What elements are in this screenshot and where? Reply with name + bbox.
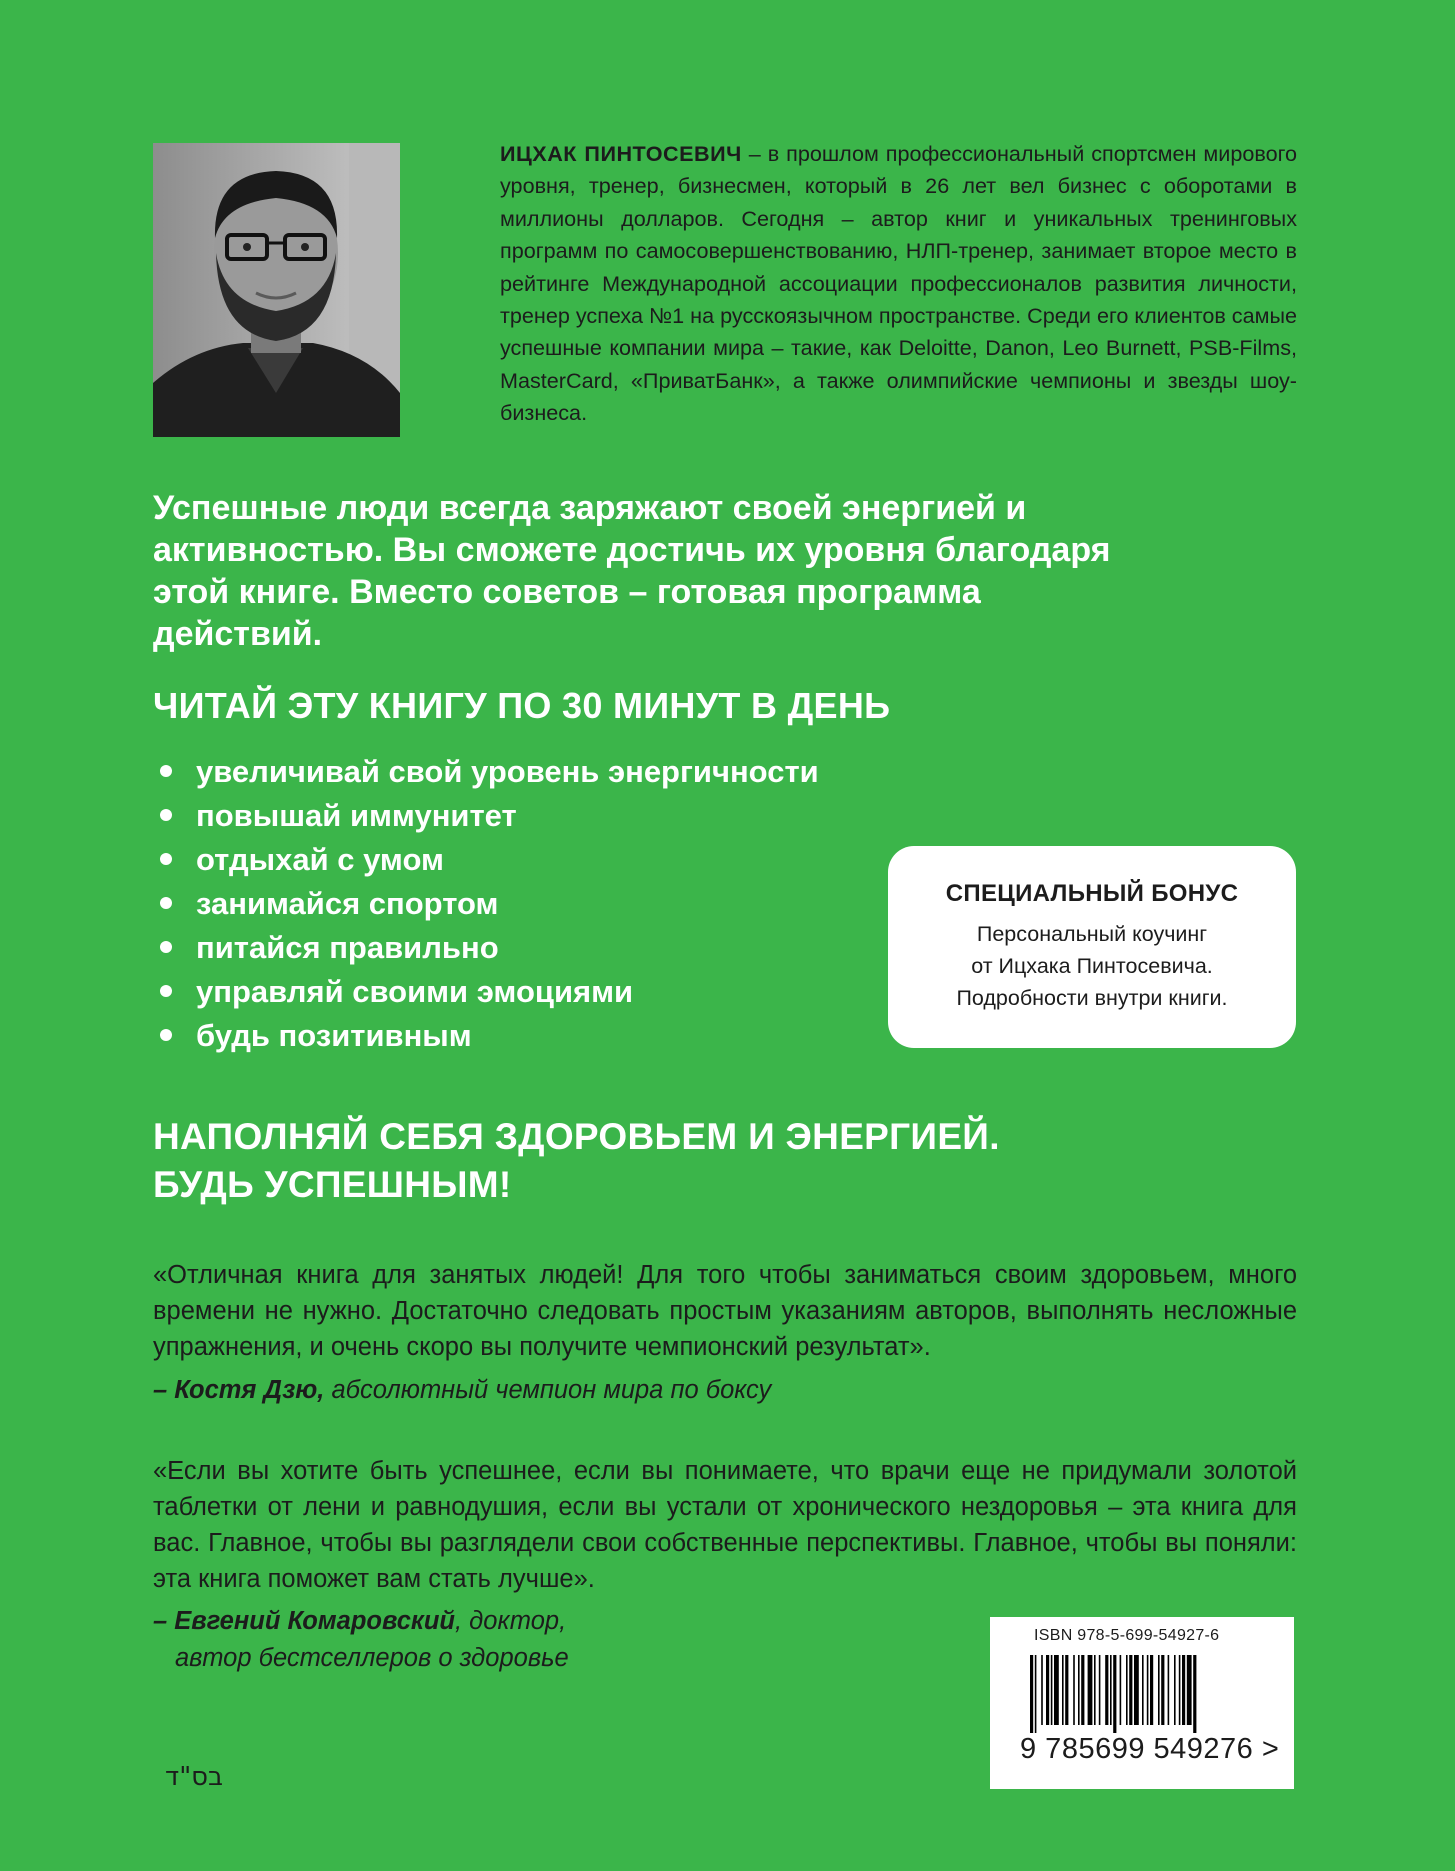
barcode-bar [1161, 1655, 1164, 1725]
call-line-1: НАПОЛНЯЙ СЕБЯ ЗДОРОВЬЕМ И ЭНЕРГИЕЙ. [153, 1116, 1000, 1157]
barcode-bar [1073, 1655, 1075, 1725]
list-item: питайся правильно [160, 926, 819, 970]
quote-dzyu: «Отличная книга для занятых людей! Для того чтобы заниматься своим здоровьем, много времени не нужно. Достаточно следовать простым указаниям авторов, выполнять несложные упражнения, и очень скоро вы получите чемпионский результат». [153, 1261, 1297, 1361]
author-name: ИЦХАК ПИНТОСЕВИЧ [500, 141, 742, 166]
author-bio-text: – в прошлом профессиональный спортсмен мирового уровня, тренер, бизнесмен, который в 26 лет вел бизнес с оборотами в миллионы долларов. Сегодня – автор книг и уникальных тренинговых программ по самосовершенствованию, НЛП-тренер, занимает второе место в рейтинге Международной ассоциации профессионалов развития личности, тренер успеха №1 на русскоязычном пространстве. Среди его клиентов самые успешные компании мира – такие, как Deloitte, Danon, Leo Burnett, PSB-Films, MasterCard, «ПриватБанк», а также олимпийские чемпионы и звезды шоу-бизнеса. [500, 141, 1297, 426]
barcode-bar [1094, 1655, 1096, 1725]
barcode-bar [1174, 1655, 1176, 1725]
barcode-bar [1134, 1655, 1139, 1725]
isbn-barcode [990, 1617, 1294, 1789]
barcode-bar [1126, 1655, 1128, 1725]
barcode-bar [1062, 1655, 1064, 1725]
barcode-bars [1030, 1655, 1258, 1733]
barcode-bar [1051, 1655, 1053, 1725]
special-bonus-box [888, 846, 1296, 1048]
isbn-label: ISBN 978-5-699-54927-6 [1034, 1627, 1220, 1644]
quote-attribution-komarovsky-line2: автор бестселлеров о здоровье [175, 1644, 569, 1672]
barcode-bar [1150, 1655, 1153, 1725]
barcode-bar [1030, 1655, 1033, 1733]
quote-komarovsky: «Если вы хотите быть успешнее, если вы понимаете, что врачи еще не придумали золотой таблетки от лени и равнодушия, если вы устали от хронического нездоровья – эта книга для вас. Главное, чтобы вы разглядели свои собственные перспективы. Главное, чтобы вы поняли: эта книга поможет вам стать лучше». [153, 1457, 1297, 1593]
barcode-bar [1168, 1655, 1170, 1725]
barcode-bar [1078, 1655, 1080, 1725]
barcode-bar [1099, 1655, 1101, 1725]
list-item: повышай иммунитет [160, 794, 819, 838]
list-item: занимайся спортом [160, 882, 819, 926]
bullet-dot-icon [160, 765, 172, 777]
bullet-dot-icon [160, 941, 172, 953]
quote-attribution-dzyu: – Костя Дзю, абсолютный чемпион мира по боксу [153, 1376, 772, 1404]
barcode-bar [1158, 1655, 1160, 1725]
barcode-bar [1113, 1655, 1116, 1733]
barcode-bar [1065, 1655, 1068, 1725]
lead-text: Успешные люди всегда заряжают своей энергией и активностью. Вы сможете достичь их уровня благодаря этой книге. Вместо советов – готовая программа действий. [153, 489, 1111, 653]
bullet-dot-icon [160, 897, 172, 909]
bsd-mark: בס"ד [165, 1762, 224, 1792]
barcode-bar [1129, 1655, 1132, 1725]
bullet-dot-icon [160, 985, 172, 997]
barcode-bar [1110, 1655, 1112, 1725]
barcode-bar [1187, 1655, 1192, 1725]
call-line-2: БУДЬ УСПЕШНЫМ! [153, 1164, 512, 1205]
bullet-dot-icon [160, 1029, 172, 1041]
barcode-bar [1041, 1655, 1043, 1725]
call-to-action [153, 1113, 1000, 1209]
barcode-bar [1054, 1655, 1059, 1725]
barcode-bar [1088, 1655, 1093, 1725]
author-photo [153, 143, 400, 437]
author-portrait-image [153, 143, 400, 437]
list-item: управляй своими эмоциями [160, 970, 819, 1014]
read-heading: ЧИТАЙ ЭТУ КНИГУ ПО 30 МИНУТ В ДЕНЬ [153, 685, 891, 726]
barcode-bar [1182, 1655, 1185, 1725]
bullet-dot-icon [160, 853, 172, 865]
barcode-bar [1081, 1655, 1084, 1725]
quote-attribution-komarovsky: – Евгений Комаровский, доктор, [153, 1607, 567, 1635]
bonus-title: СПЕЦИАЛЬНЫЙ БОНУС [945, 880, 1239, 907]
barcode-bar [1142, 1655, 1144, 1725]
barcode-bar [1105, 1655, 1108, 1725]
list-item: увеличивай свой уровень энергичности [160, 750, 819, 794]
barcode-bar [1035, 1655, 1037, 1733]
bonus-text: Персональный коучинг от Ицхака Пинтосевича. Подробности внутри книги. [956, 922, 1228, 1010]
isbn-digits: 9 785699 549276 > [1020, 1733, 1280, 1765]
barcode-bar [1193, 1655, 1196, 1733]
list-item: будь позитивным [160, 1014, 819, 1058]
author-bio [500, 138, 1297, 430]
benefits-list [160, 750, 819, 1058]
barcode-bar [1147, 1655, 1149, 1725]
bullet-dot-icon [160, 809, 172, 821]
barcode-bar [1179, 1655, 1181, 1725]
barcode-bar [1046, 1655, 1049, 1725]
list-item: отдыхай с умом [160, 838, 819, 882]
barcode-bar [1120, 1655, 1122, 1725]
